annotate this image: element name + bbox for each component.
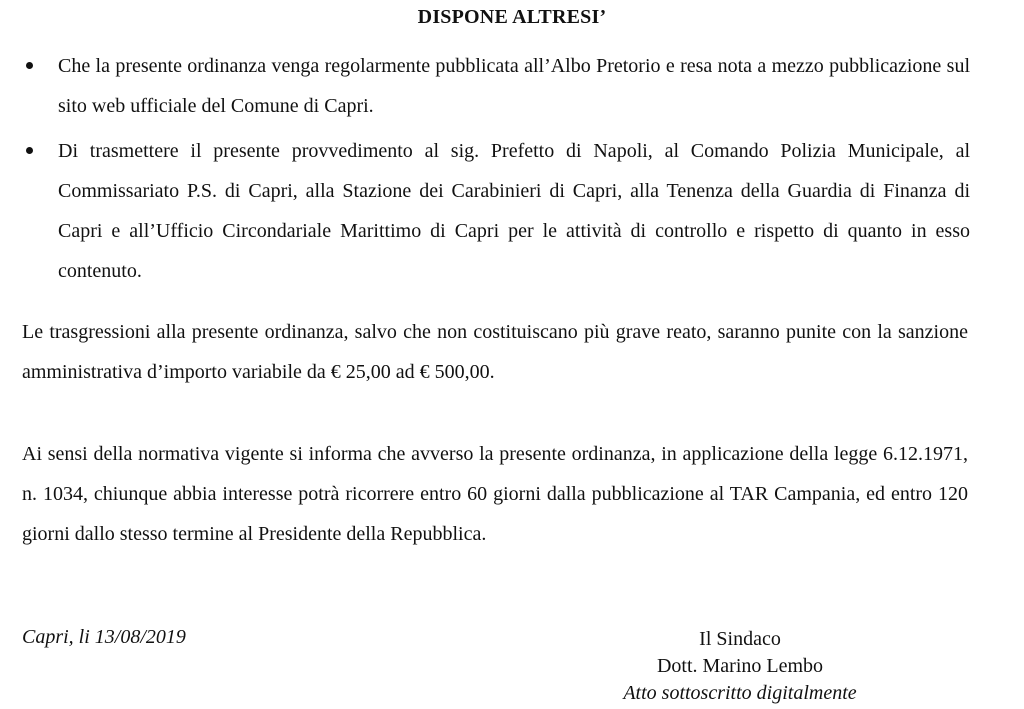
- signatory-role: Il Sindaco: [699, 628, 781, 650]
- signatory-name: Dott. Marino Lembo: [656, 655, 824, 677]
- dispositions-list: [22, 46, 970, 291]
- list-item: [22, 46, 970, 126]
- list-item: [22, 131, 970, 291]
- section-heading: DISPONE ALTRESI’: [417, 6, 607, 28]
- appeal-paragraph: Ai sensi della normativa vigente si informa che avverso la presente ordinanza, in applicazione della legge 6.12.1971, n. 1034, chiunque abbia interesse potrà ricorrere entro 60 giorni dalla pubblicazione al TAR Campania, ed entro 120 giorni dallo stesso termine al Presidente della Repubblica.: [22, 443, 968, 545]
- bullet-icon: [26, 147, 33, 154]
- sanctions-paragraph: Le trasgressioni alla presente ordinanza, salvo che non costituiscano più grave reato, saranno punite con la sanzione amministrativa d’importo variabile da € 25,00 ad € 500,00.: [22, 321, 968, 383]
- digital-signature-note: Atto sottoscritto digitalmente: [623, 682, 857, 704]
- signature-block: [580, 626, 900, 707]
- bullet-icon: [26, 62, 33, 69]
- list-item-text: Di trasmettere il presente provvedimento al sig. Prefetto di Napoli, al Comando Polizia Municipale, al Commissariato P.S. di Capri, alla Stazione dei Carabinieri di Capri, alla Tenenza della Guardia di Finanza di Capri e all’Ufficio Circondariale Marittimo di Capri per le attività di controllo e rispetto di quanto in esso contenuto.: [58, 140, 970, 282]
- place-date: Capri, li 13/08/2019: [22, 626, 186, 648]
- list-item-text: Che la presente ordinanza venga regolarmente pubblicata all’Albo Pretorio e resa nota a mezzo pubblicazione sul sito web ufficiale del Comune di Capri.: [58, 55, 970, 117]
